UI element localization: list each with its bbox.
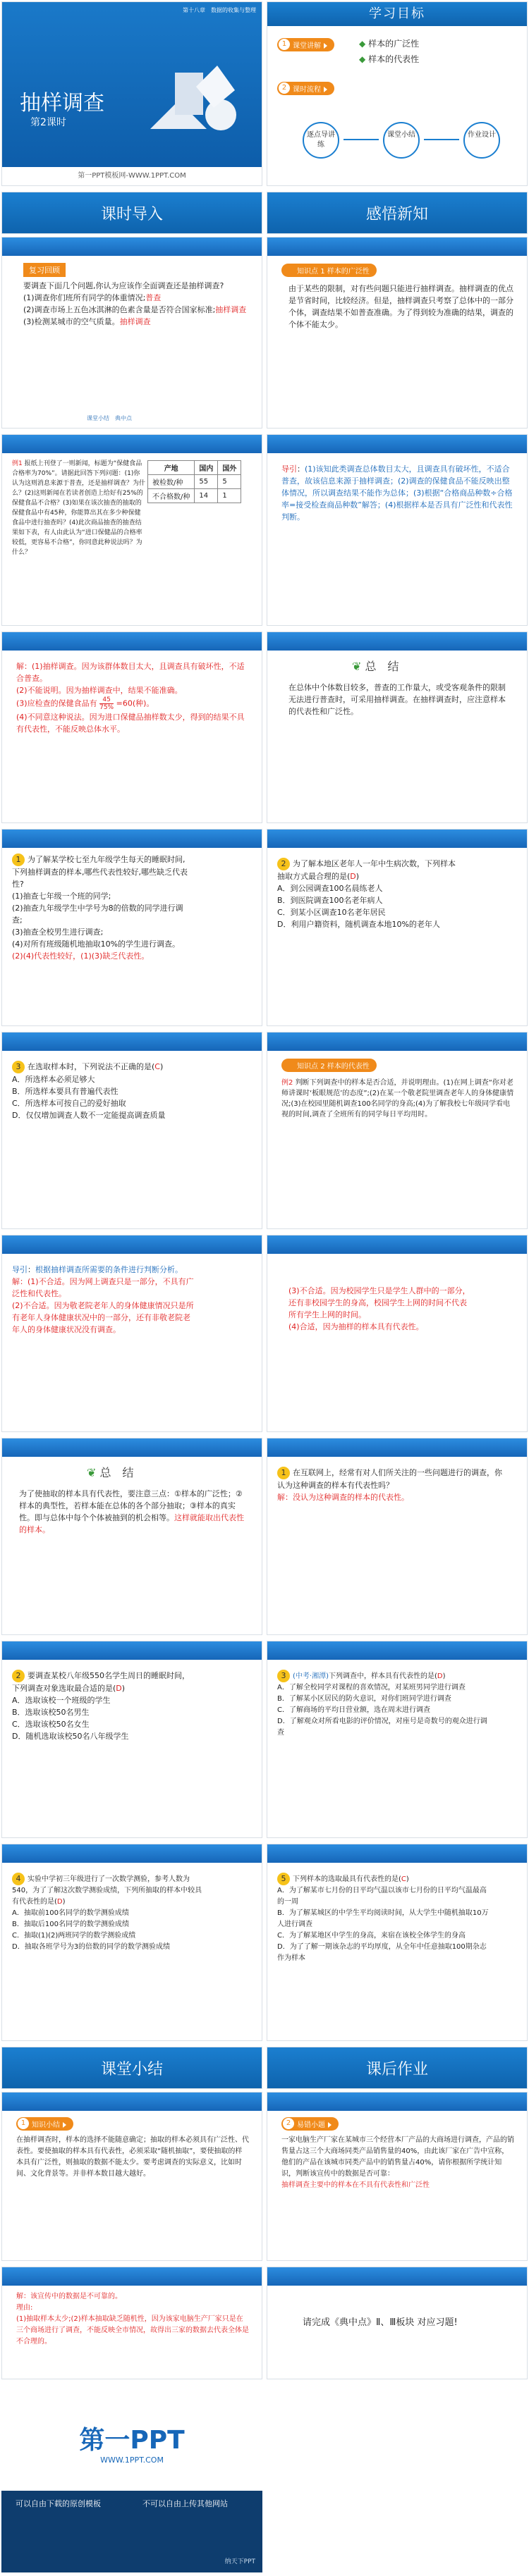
practice3-slide — [1, 1032, 262, 1229]
geometric-shapes-icon — [136, 51, 242, 143]
leaf-icon: ❦ — [87, 1466, 97, 1479]
error-pill: 2 易错小题 — [281, 2117, 339, 2131]
review-slide — [1, 237, 262, 429]
error-text: 一家电脑生产厂家在某城市三个经营本厂产品的大商场进行调查，产品的销售量占这三个大商场同类产品销售量的40%，由此该厂家在广告中宣称，他们的产品在该城市同类产品中的销售量占40%，请你根据所学统计知识，判断该宣传中的数据是否可靠： 抽样调查主要中的样本在不具有代表性和广泛性 — [281, 2136, 514, 2189]
flow-arrow-2 — [424, 139, 459, 140]
homework-text: 请完成《典中点》Ⅱ、Ⅲ板块 对应习题! — [303, 2317, 458, 2328]
pill-lecture: 1 课堂讲解 — [277, 38, 334, 51]
brand-slogan-2: 不可以自由上传其他网站 — [142, 2499, 228, 2508]
summary1-title: ❦ 总 结 — [352, 660, 399, 673]
section-summary-slide — [1, 2047, 262, 2089]
flow-node-3: 作业设计 — [463, 122, 500, 159]
practice5-text: 2 要调查某校八年级550名学生周日的睡眠时间，下列调查对象选取最合适的是(D) A．选取该校一个班级的学生 B．选取该校50名男生 C．选取该校50名女生 D．随机选取该校50名八年级学生 — [12, 1671, 190, 1741]
example1-slide — [1, 434, 262, 626]
summary2-text: 为了使抽取的样本具有代表性，要注意三点：①样本的广泛性；②样本的典型性，若样本能在总体的各个部分抽取；③样本的真实性。即与总体中每个个体被抽到的机会相等。这样就能取出代表性的样本。 — [19, 1489, 244, 1534]
practice1-slide — [1, 829, 262, 1026]
solution3-text: 解：该宣传中的数据是不可靠的。 理由: (1)抽取样本太少;(2)样本抽取缺乏随机性，因为该家电脑生产厂家只是在三个商场进行了调查，不能反映全市情况，故得出三家的数据去代表全体是不合理的。 — [16, 2293, 249, 2346]
kp2-slide — [267, 1032, 528, 1229]
practice4-text: 1 在互联网上，经常有对人们所关注的一些问题进行的调查，你认为这种调查的样本有代表性吗？ 解：没认为这种调查的样本的代表性。 — [277, 1468, 502, 1502]
flow-node-2: 课堂小结 — [383, 122, 420, 159]
leaf-icon: ❦ — [352, 660, 362, 673]
review-q1: (1)调查你们班所有同学的体重情况;普查 — [23, 293, 162, 302]
flow-node-1: 逐点导讲练 — [303, 122, 339, 159]
review-intro: 要调查下面几个问题,你认为应该作全面调查还是抽样调查? — [23, 281, 224, 290]
kp1-slide — [267, 237, 528, 429]
flow-diagram — [288, 115, 521, 164]
knowledge-text: 在抽样调查时，样本的选择不能随意确定；抽取的样本必须具有广泛性、代表性。要使抽取的样本具有代表性，必须采取“随机抽取”，要使抽取的样本具有广泛性，则抽取的数据不能太少。要考虑调查的实际意义，比如时间、文化背景等。并非样本数目越大越好。 — [16, 2136, 249, 2178]
flow-arrow-1 — [343, 139, 379, 140]
brand-panel — [1, 2385, 262, 2572]
guide1-text: 导引：(1)该知此类调查总体数目太大，且调查具有破坏性，不适合普查，故该信息来源于抽样调查；(2)调查的保健食品不能反映出整体情况，所以调查结果不能作为总体；(3)根据“合格商品种数÷合格率=接受检查商品种数”解答；(4)根据样本是否具有广泛性和代表性判断。 — [281, 464, 513, 522]
practice6-slide — [267, 1641, 528, 1838]
practice2-text: 2 为了解本地区老年人一年中生病次数，下列样本抽取方式最合理的是(D) A．到公园调查100名晨练老人 B．到医院调查100名老年病人 C．到某小区调查10名老年居民 D．利用户籍资料，随机调查本地10%的老年人 — [277, 859, 456, 929]
practice6-text: 3 (中考·湘潭)下列调查中，样本具有代表性的是(D) A．了解全校同学对课程的喜欢情况，对某班男同学进行调查 B．了解某小区居民的防火意识，对你们班同学进行调查 C．了解商场的平均日营业额，选在周末进行调查 D．了解观众对所看电影的评价情况，对座号是奇数号的观众进行调查 — [277, 1671, 487, 1737]
section-homework-slide — [267, 2047, 528, 2089]
solution2b-text: (3)不合适。因为校园学生只是学生人群中的一部分，还有非校园学生的身高，校园学生上网的时间不代表所有学生上网的时间。 (4)合适，因为抽样的样本具有代表性。 — [288, 1286, 470, 1331]
solution1-slide — [1, 631, 262, 823]
homework-slide — [267, 2267, 528, 2379]
lesson-title: 抽样调查 — [20, 91, 104, 116]
summary2-slide — [1, 1438, 262, 1635]
section-summary-title: 课堂小结 — [100, 2061, 163, 2078]
knowledge-summary-slide — [1, 2092, 262, 2261]
practice7-text: 4 实验中学初三年级进行了一次数学测验，参考人数为540，为了了解这次数学测验成绩，下列所抽取的样本中较具有代表性的是(D) A．抽取前100名同学的数学测验成绩 B．抽取后100名同学的数学测验成绩 C．抽取(1)(2)两班同学的数学测验成绩 D．抽取各班学号为3的倍数的同学的数学测验成绩 — [12, 1874, 202, 1951]
section-homework-title: 课后作业 — [365, 2061, 428, 2078]
brand-footer-text: 纳天下PPT — [224, 2558, 255, 2565]
practice8-slide — [267, 1844, 528, 2041]
example1-table: 产地 国内 国外 被检数/种 55 5 不合格数/种 14 1 — [147, 460, 241, 503]
practice3-text: 3 在选取样本时，下列说法不正确的是(C) A．所选样本必须足够大 B．所选样本要具有普遍代表性 C．所选样本可按自己的爱好抽取 D．仅仅增加调查人数不一定能提高调查质量 — [12, 1062, 166, 1120]
practice8-text: 5 下列样本的选取最具有代表性的是(C) A．为了解某市七月份的日平均气温以该市七月份的日平均气温最高的一周 B．为了解某城区的中学生平均阅读时间，从大学生中随机抽取10万人进行调查 C．为了解某地区中学生的身高，来宿在该校全体学生的身高 D．为了了解一期该杂志的平均厚度，从全年中任意抽取100期杂志作为样本 — [277, 1874, 489, 1962]
lesson-subtitle: 第2课时 — [30, 117, 66, 128]
kp2-pill: 知识点 2 样本的代表性 — [281, 1059, 377, 1072]
objective-2: ◆ 样本的代表性 — [359, 54, 420, 64]
solution2-slide — [1, 1235, 262, 1432]
review-q3: (3)检测某城市的空气质量。抽样调查 — [23, 317, 151, 326]
title-slide — [1, 1, 262, 186]
objectives-title: 学习目标 — [267, 2, 527, 26]
chapter-header: 第十八章 数据的收集与整理 — [183, 7, 256, 13]
brand-slogan-1: 可以自由下载的原创模板 — [16, 2499, 101, 2508]
pill-flow: 2 课时流程 — [277, 82, 334, 95]
credit-line: 第一PPT模板网-WWW.1PPT.COM — [2, 167, 262, 185]
knowledge-pill: 1 知识小结 — [16, 2117, 73, 2131]
example1-text: 例1 报纸上刊登了一则新闻，标题为“保健食品合格率为70%”。请据此回答下列问题：(1)你认为这则消息来源于普查，还是抽样调查？为什么？(2)这则新闻在若读者创造上给好有25%的保健食品不合格？(3)如果在该次抽查的抽取的保健食品中有45种，你能算出其在多少种保健食品中进行抽查吗？(4)此次商品抽查的抽查结果如下表，有人由此认为“进口保健品的合格率较低，更容易不合格”，你同意此种说法吗？为什么？ — [12, 460, 146, 556]
footer-text: 课堂小结 典中点 — [87, 415, 132, 421]
review-tag: 复习回顾 — [23, 263, 66, 277]
section-new-slide — [267, 192, 528, 234]
guide1-slide — [267, 434, 528, 626]
section-intro-slide — [1, 192, 262, 234]
solution1-text: 解：(1)抽样调查。因为该群体数目太大，且调查具有破坏性，不适合普查。 (2)不能说明。因为抽样调查中，结果不能准确。 (3)应检查的保健食品有 $\frac{45}{75\%}$ =60(种)。 (4)不同意这种说法。因为进口保健品抽样数太少，得到的结果不具有代表性，不能反映总体水平。 — [16, 662, 245, 734]
blank-panel — [267, 2385, 528, 2572]
example2-text: 例2 判断下列调查中的样本是否合适，并说明理由。(1)在网上调查“你对老师讲课时‘板眼规范’的态度”;(2)在某一个敬老院里调查老年人的身体健康情况;(3)在校园里随机调查100名同学的身高;(4)为了解我校七年级同学看电视的时间,调查了全班所有的同学每日平均用时。 — [281, 1079, 514, 1118]
summary1-slide — [267, 631, 528, 823]
section-new-title: 感悟新知 — [365, 206, 428, 223]
solution2b-slide — [267, 1235, 528, 1432]
objectives-slide — [267, 1, 528, 186]
brand-url: WWW.1PPT.COM — [100, 2455, 164, 2465]
kp1-pill: 知识点 1 样本的广泛性 — [281, 264, 377, 277]
summary1-text: 在总体中个体数目较多，普查的工作量大，或受客观条件的限制无法进行普查时，可采用抽样调查。在抽样调查时，应注意样本的代表性和广泛性。 — [288, 683, 506, 716]
brand-logo: 第一PPT — [79, 2426, 185, 2455]
objective-1: ◆ 样本的广泛性 — [359, 39, 420, 49]
practice1-text: 1 为了解某学校七至九年级学生每天的睡眠时间,下列抽样调查的样本,哪些代表性较好,哪些缺乏代表性? (1)抽查七年级一个班的同学; (2)抽查九年级学生中学号为8的倍数的同学进行调查; (3)抽查全校男生进行调查; (4)对所有班级随机地抽取10%的学生进行调查。 (2)(4)代表性较好，(1)(3)缺乏代表性。 — [12, 855, 188, 961]
summary2-title: ❦ 总 结 — [87, 1466, 134, 1479]
practice2-slide — [267, 829, 528, 1026]
kp1-text: 由于某些的限制，对有些问题只能进行抽样调查。抽样调查的优点是节省时间，比较经济。但是，抽样调查只考察了总体中的一部分个体，调查结果不如普查准确。为了得到较为准确的结果，调查的个体不能太少。 — [288, 284, 513, 329]
review-q2: (2)调查市场上五色冰淇淋的色素含量是否符合国家标准;抽样调查 — [23, 305, 247, 314]
practice5-slide — [1, 1641, 262, 1838]
practice4-slide — [267, 1438, 528, 1635]
solution3-slide — [1, 2267, 262, 2379]
practice7-slide — [1, 1844, 262, 2041]
section-intro-title: 课时导入 — [100, 206, 163, 223]
solution2-text: 导引：根据抽样调查所需要的条件进行判断分析。 解：(1)不合适。因为网上调查只是一部分，不具有广泛性和代表性。 (2)不合适。因为敬老院老年人的身体健康情况只是所有老年人身体健康状况中的一部分，还有非敬老院老年人的身体健康状况没有调查。 — [12, 1265, 194, 1334]
error-prone-slide — [267, 2092, 528, 2261]
